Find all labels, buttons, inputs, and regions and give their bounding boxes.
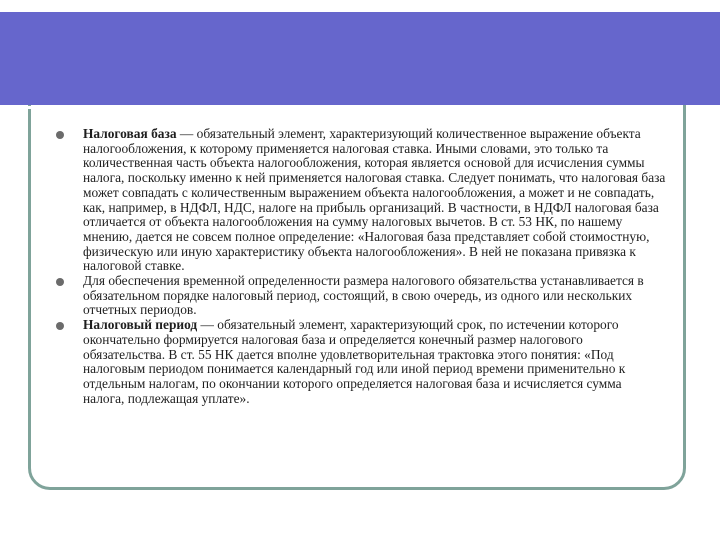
bullet-dot-icon (56, 278, 64, 286)
bullet-item-tax-base (54, 127, 666, 274)
title-divider-line (0, 106, 636, 109)
bullet-item-tax-period (54, 318, 666, 406)
bullet-dot-icon (56, 131, 64, 139)
bullet-text-tax-period: — обязательный элемент, характеризующий срок, по истечении которого окончательно формируется налоговая база и определяется конечный размер налогового обязательства. В ст. 55 НК дается вполне удовлетворительная трактовка этого понятия: «Под налоговым периодом понимается календарный год или иной период времени применительно к отдельным налогам, по окончании которого определяется налоговая база и исчисляется сумма налога, подлежащая уплате». (83, 317, 626, 406)
bullet-dot-icon (56, 322, 64, 330)
bullet-item-temporal-certainty (54, 274, 666, 318)
bullet-text-tax-base: — обязательный элемент, характеризующий количественное выражение объекта налогообложения, к которому применяется налоговая ставка. Иными словами, это только та количественная часть объекта налогообложения, которая является основой для исчисления суммы налога, поскольку именно к ней применяется налоговая ставка. Следует понимать, что налоговая база может совпадать с количественным выражением объекта налогообложения, а может и не совпадать, как, например, в НДФЛ, НДС, налоге на прибыль организаций. В частности, в НДФЛ налоговая база отличается от объекта налогообложения на сумму налоговых вычетов. В ст. 53 НК, по нашему мнению, дается не совсем полное определение: «Налоговая база представляет собой стоимостную, физическую или иную характеристику объекта налогообложения». В ней не показана привязка к налоговой ставке. (83, 126, 666, 274)
bullet-list (54, 127, 666, 406)
term-tax-base: Налоговая база (83, 126, 177, 141)
term-tax-period: Налоговый период (83, 317, 198, 333)
title-band (0, 12, 720, 105)
bullet-text-temporal-certainty: Для обеспечения временной определенности размера налогового обязательства устанавливается в обязательном порядке налоговый период, состоящий, в свою очередь, из одного или нескольких отчетных периодов. (83, 273, 644, 318)
